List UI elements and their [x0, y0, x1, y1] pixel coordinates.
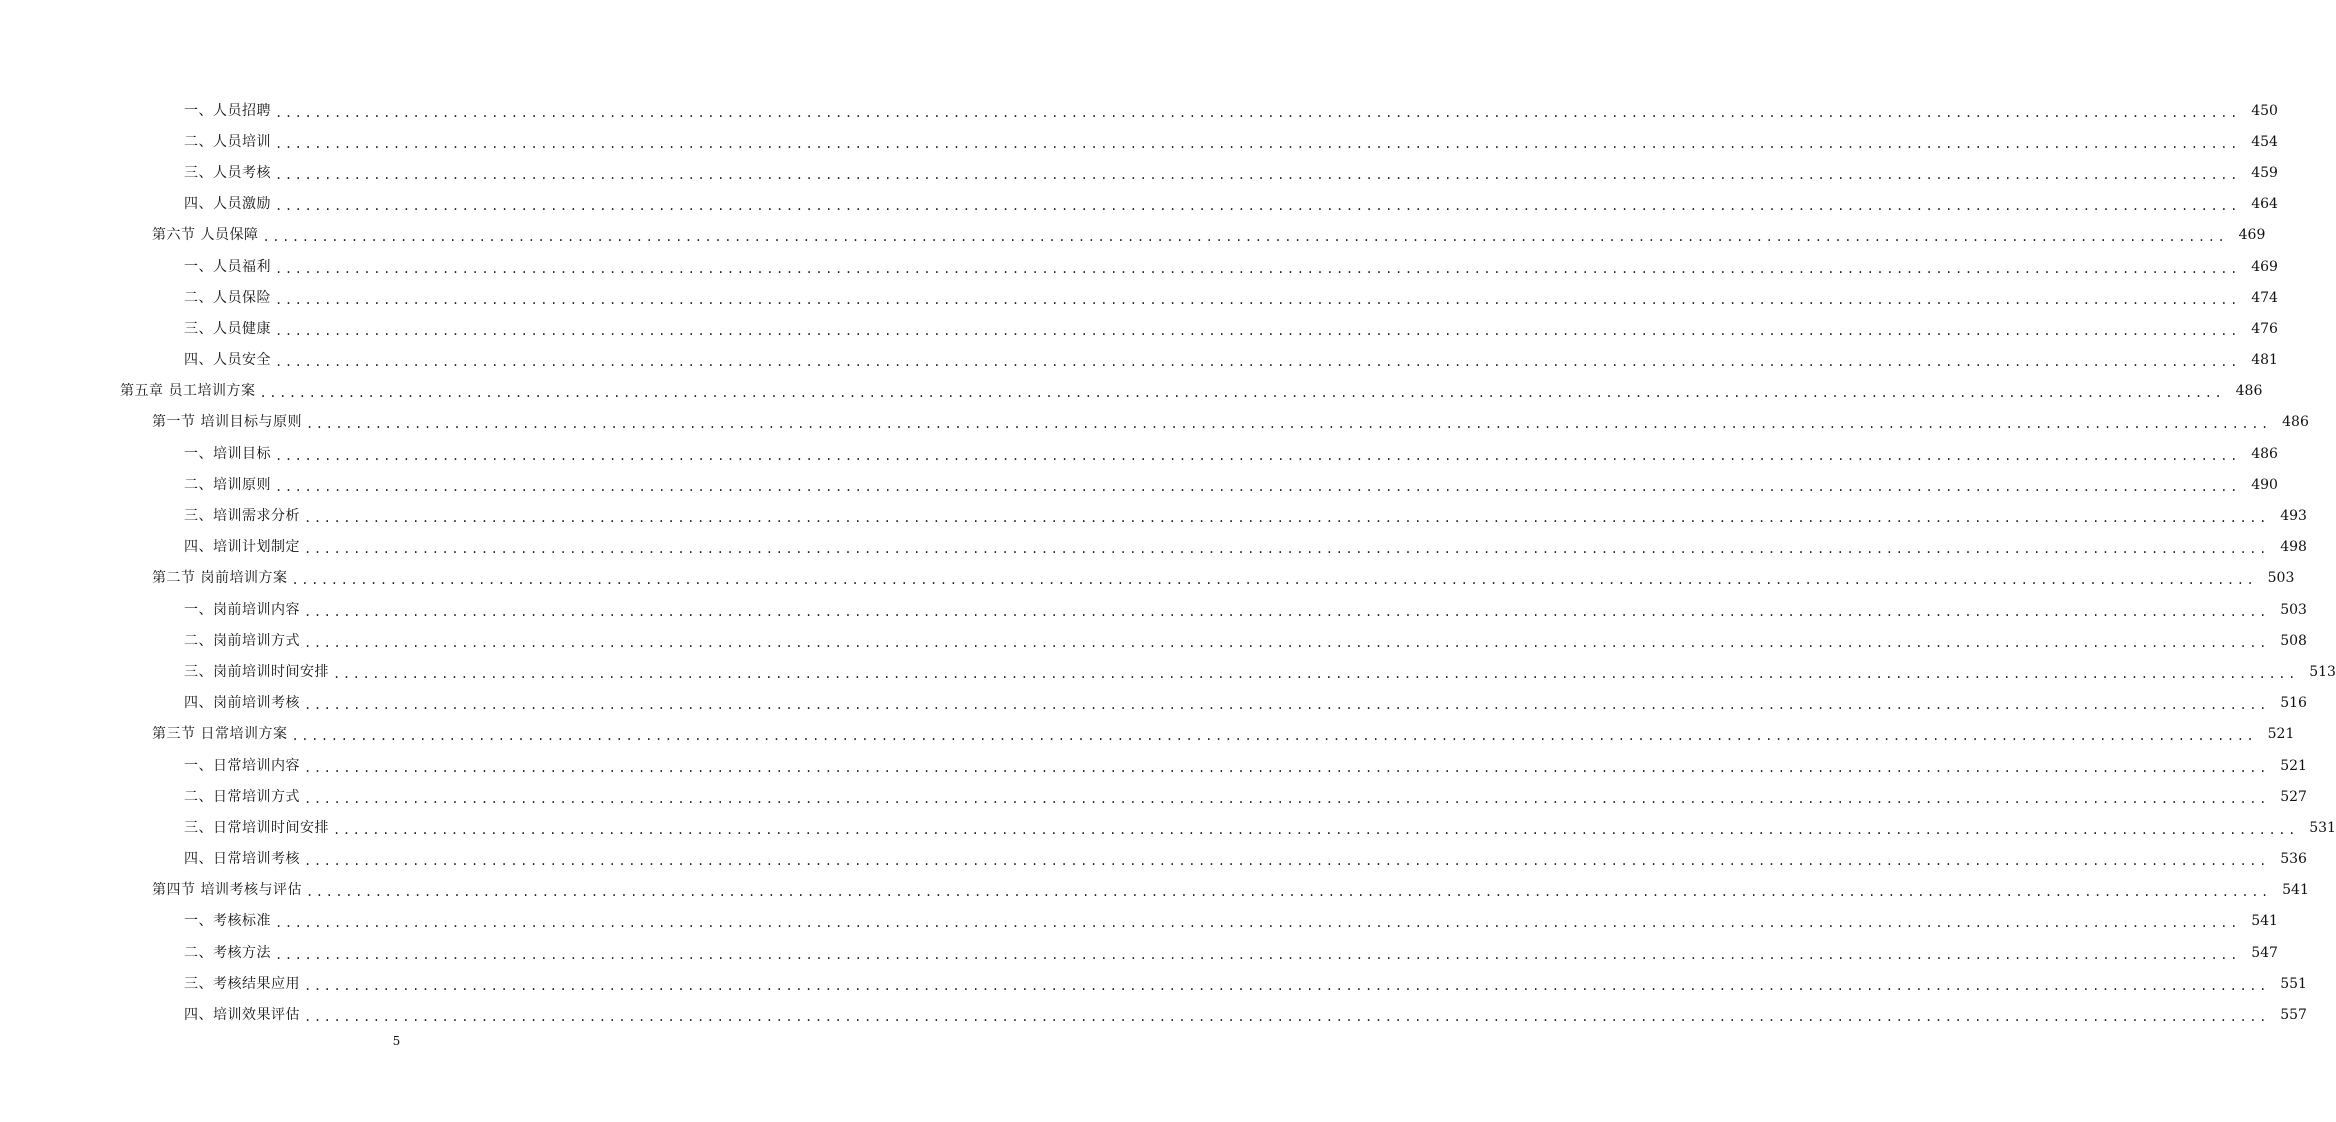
toc-entry[interactable]: [0, 875, 2309, 906]
toc-entry-page: 527: [2280, 788, 2307, 805]
dot-leader: ........................................................................................................................................................................................................: [275, 448, 2240, 463]
toc-entry[interactable]: [0, 999, 2307, 1030]
toc-entry-label: 四、人员激励: [184, 196, 271, 213]
toc-entry[interactable]: [0, 251, 2278, 282]
toc-entry-page: 464: [2251, 196, 2278, 213]
dot-leader: ........................................................................................................................................................................................................: [304, 978, 2269, 993]
dot-leader: ........................................................................................................................................................................................................: [304, 511, 2269, 526]
toc-entry[interactable]: [0, 313, 2278, 344]
dot-leader: ........................................................................................................................................................................................................: [275, 167, 2240, 182]
dot-leader: ........................................................................................................................................................................................................: [291, 729, 2257, 744]
toc-entry-page: 450: [2251, 102, 2278, 119]
dot-leader: ........................................................................................................................................................................................................: [275, 355, 2240, 370]
dot-leader: ........................................................................................................................................................................................................: [275, 479, 2240, 494]
toc-entry-label: 一、岗前培训内容: [184, 601, 300, 618]
toc-entry-label: 第五章 员工培训方案: [120, 383, 256, 400]
toc-entry[interactable]: [0, 719, 2295, 750]
toc-entry-label: 二、培训原则: [184, 476, 271, 493]
toc-entry-page: 531: [2309, 819, 2336, 836]
table-of-contents: [0, 95, 2336, 1031]
dot-leader: ........................................................................................................................................................................................................: [304, 791, 2269, 806]
toc-entry-page: 498: [2280, 539, 2307, 556]
dot-leader: ........................................................................................................................................................................................................: [275, 947, 2240, 962]
dot-leader: ........................................................................................................................................................................................................: [275, 916, 2240, 931]
dot-leader: ........................................................................................................................................................................................................: [262, 230, 2228, 245]
toc-entry-page: 513: [2309, 663, 2336, 680]
dot-leader: ........................................................................................................................................................................................................: [291, 573, 2257, 588]
toc-entry[interactable]: [0, 625, 2307, 656]
toc-entry-page: 521: [2280, 757, 2307, 774]
toc-entry[interactable]: [0, 812, 2336, 843]
dot-leader: ........................................................................................................................................................................................................: [305, 885, 2271, 900]
toc-entry-label: 二、人员培训: [184, 133, 271, 150]
toc-entry-label: 第四节 培训考核与评估: [152, 882, 302, 899]
dot-leader: ........................................................................................................................................................................................................: [304, 1010, 2269, 1025]
toc-entry[interactable]: [0, 157, 2278, 188]
dot-leader: ........................................................................................................................................................................................................: [275, 292, 2240, 307]
toc-entry-page: 469: [2251, 258, 2278, 275]
toc-entry[interactable]: [0, 376, 2263, 407]
toc-entry-page: 459: [2251, 164, 2278, 181]
toc-entry-label: 第三节 日常培训方案: [152, 726, 288, 743]
toc-entry-label: 三、人员考核: [184, 164, 271, 181]
toc-entry-label: 第一节 培训目标与原则: [152, 414, 302, 431]
toc-entry[interactable]: [0, 968, 2307, 999]
dot-leader: ........................................................................................................................................................................................................: [304, 542, 2269, 557]
toc-entry-page: 486: [2235, 383, 2263, 400]
toc-entry[interactable]: [0, 906, 2278, 937]
toc-entry[interactable]: [0, 937, 2278, 968]
toc-entry-page: 516: [2280, 695, 2307, 712]
toc-entry-label: 三、岗前培训时间安排: [184, 663, 329, 680]
toc-entry[interactable]: [0, 688, 2307, 719]
toc-entry-page: 486: [2282, 414, 2309, 431]
toc-entry[interactable]: [0, 189, 2278, 220]
toc-entry-label: 一、人员福利: [184, 258, 271, 275]
dot-leader: ........................................................................................................................................................................................................: [304, 635, 2269, 650]
toc-entry[interactable]: [0, 220, 2266, 251]
toc-entry[interactable]: [0, 500, 2307, 531]
toc-entry[interactable]: [0, 594, 2307, 625]
toc-entry-page: 508: [2280, 632, 2307, 649]
toc-entry-page: 490: [2251, 476, 2278, 493]
toc-entry-page: 536: [2280, 851, 2307, 868]
toc-entry[interactable]: [0, 282, 2278, 313]
dot-leader: ........................................................................................................................................................................................................: [305, 417, 2271, 432]
toc-entry-page: 547: [2251, 944, 2278, 961]
dot-leader: ........................................................................................................................................................................................................: [333, 822, 2298, 837]
toc-entry[interactable]: [0, 844, 2307, 875]
toc-entry-label: 四、培训计划制定: [184, 539, 300, 556]
dot-leader: ........................................................................................................................................................................................................: [275, 323, 2240, 338]
dot-leader: ........................................................................................................................................................................................................: [275, 136, 2240, 151]
toc-entry-label: 四、日常培训考核: [184, 851, 300, 868]
toc-entry[interactable]: [0, 532, 2307, 563]
toc-entry-page: 481: [2251, 352, 2278, 369]
toc-entry[interactable]: [0, 781, 2307, 812]
dot-leader: ........................................................................................................................................................................................................: [275, 199, 2240, 214]
toc-entry-label: 二、岗前培训方式: [184, 632, 300, 649]
toc-entry-label: 第二节 岗前培训方案: [152, 570, 288, 587]
toc-entry[interactable]: [0, 407, 2309, 438]
toc-entry-page: 503: [2267, 570, 2295, 587]
toc-entry-page: 541: [2282, 882, 2309, 899]
toc-entry[interactable]: [0, 126, 2278, 157]
dot-leader: ........................................................................................................................................................................................................: [333, 666, 2298, 681]
toc-entry-label: 三、日常培训时间安排: [184, 819, 329, 836]
toc-entry-label: 四、人员安全: [184, 352, 271, 369]
toc-entry-label: 三、考核结果应用: [184, 975, 300, 992]
toc-entry-page: 557: [2280, 1007, 2307, 1024]
toc-entry[interactable]: [0, 750, 2307, 781]
dot-leader: ........................................................................................................................................................................................................: [275, 261, 2240, 276]
toc-entry-label: 四、岗前培训考核: [184, 695, 300, 712]
toc-entry-page: 493: [2280, 508, 2307, 525]
toc-entry-label: 二、日常培训方式: [184, 788, 300, 805]
toc-entry-page: 541: [2251, 913, 2278, 930]
toc-entry-page: 476: [2251, 320, 2278, 337]
toc-entry-page: 474: [2251, 289, 2278, 306]
dot-leader: ........................................................................................................................................................................................................: [259, 386, 2225, 401]
toc-entry-page: 521: [2267, 726, 2295, 743]
toc-entry[interactable]: [0, 438, 2278, 469]
toc-entry-label: 第六节 人员保障: [152, 227, 259, 244]
toc-entry-page: 454: [2251, 133, 2278, 150]
toc-entry[interactable]: [0, 95, 2278, 126]
dot-leader: ........................................................................................................................................................................................................: [304, 760, 2269, 775]
toc-entry-label: 一、人员招聘: [184, 102, 271, 119]
toc-entry-page: 551: [2280, 975, 2307, 992]
dot-leader: ........................................................................................................................................................................................................: [304, 854, 2269, 869]
page-number: 5: [392, 1034, 401, 1048]
toc-entry-label: 二、考核方法: [184, 944, 271, 961]
toc-entry[interactable]: [0, 469, 2278, 500]
toc-entry-label: 二、人员保险: [184, 289, 271, 306]
toc-entry-page: 469: [2238, 227, 2266, 244]
toc-entry-label: 三、培训需求分析: [184, 508, 300, 525]
dot-leader: ........................................................................................................................................................................................................: [304, 604, 2269, 619]
toc-entry[interactable]: [0, 345, 2278, 376]
toc-entry-label: 一、考核标准: [184, 913, 271, 930]
toc-entry-label: 四、培训效果评估: [184, 1007, 300, 1024]
toc-entry-page: 503: [2280, 601, 2307, 618]
dot-leader: ........................................................................................................................................................................................................: [304, 698, 2269, 713]
toc-entry-page: 486: [2251, 445, 2278, 462]
toc-entry-label: 一、培训目标: [184, 445, 271, 462]
toc-entry[interactable]: [0, 563, 2295, 594]
dot-leader: ........................................................................................................................................................................................................: [275, 105, 2240, 120]
toc-entry-label: 一、日常培训内容: [184, 757, 300, 774]
toc-entry-label: 三、人员健康: [184, 320, 271, 337]
toc-entry[interactable]: [0, 656, 2336, 687]
